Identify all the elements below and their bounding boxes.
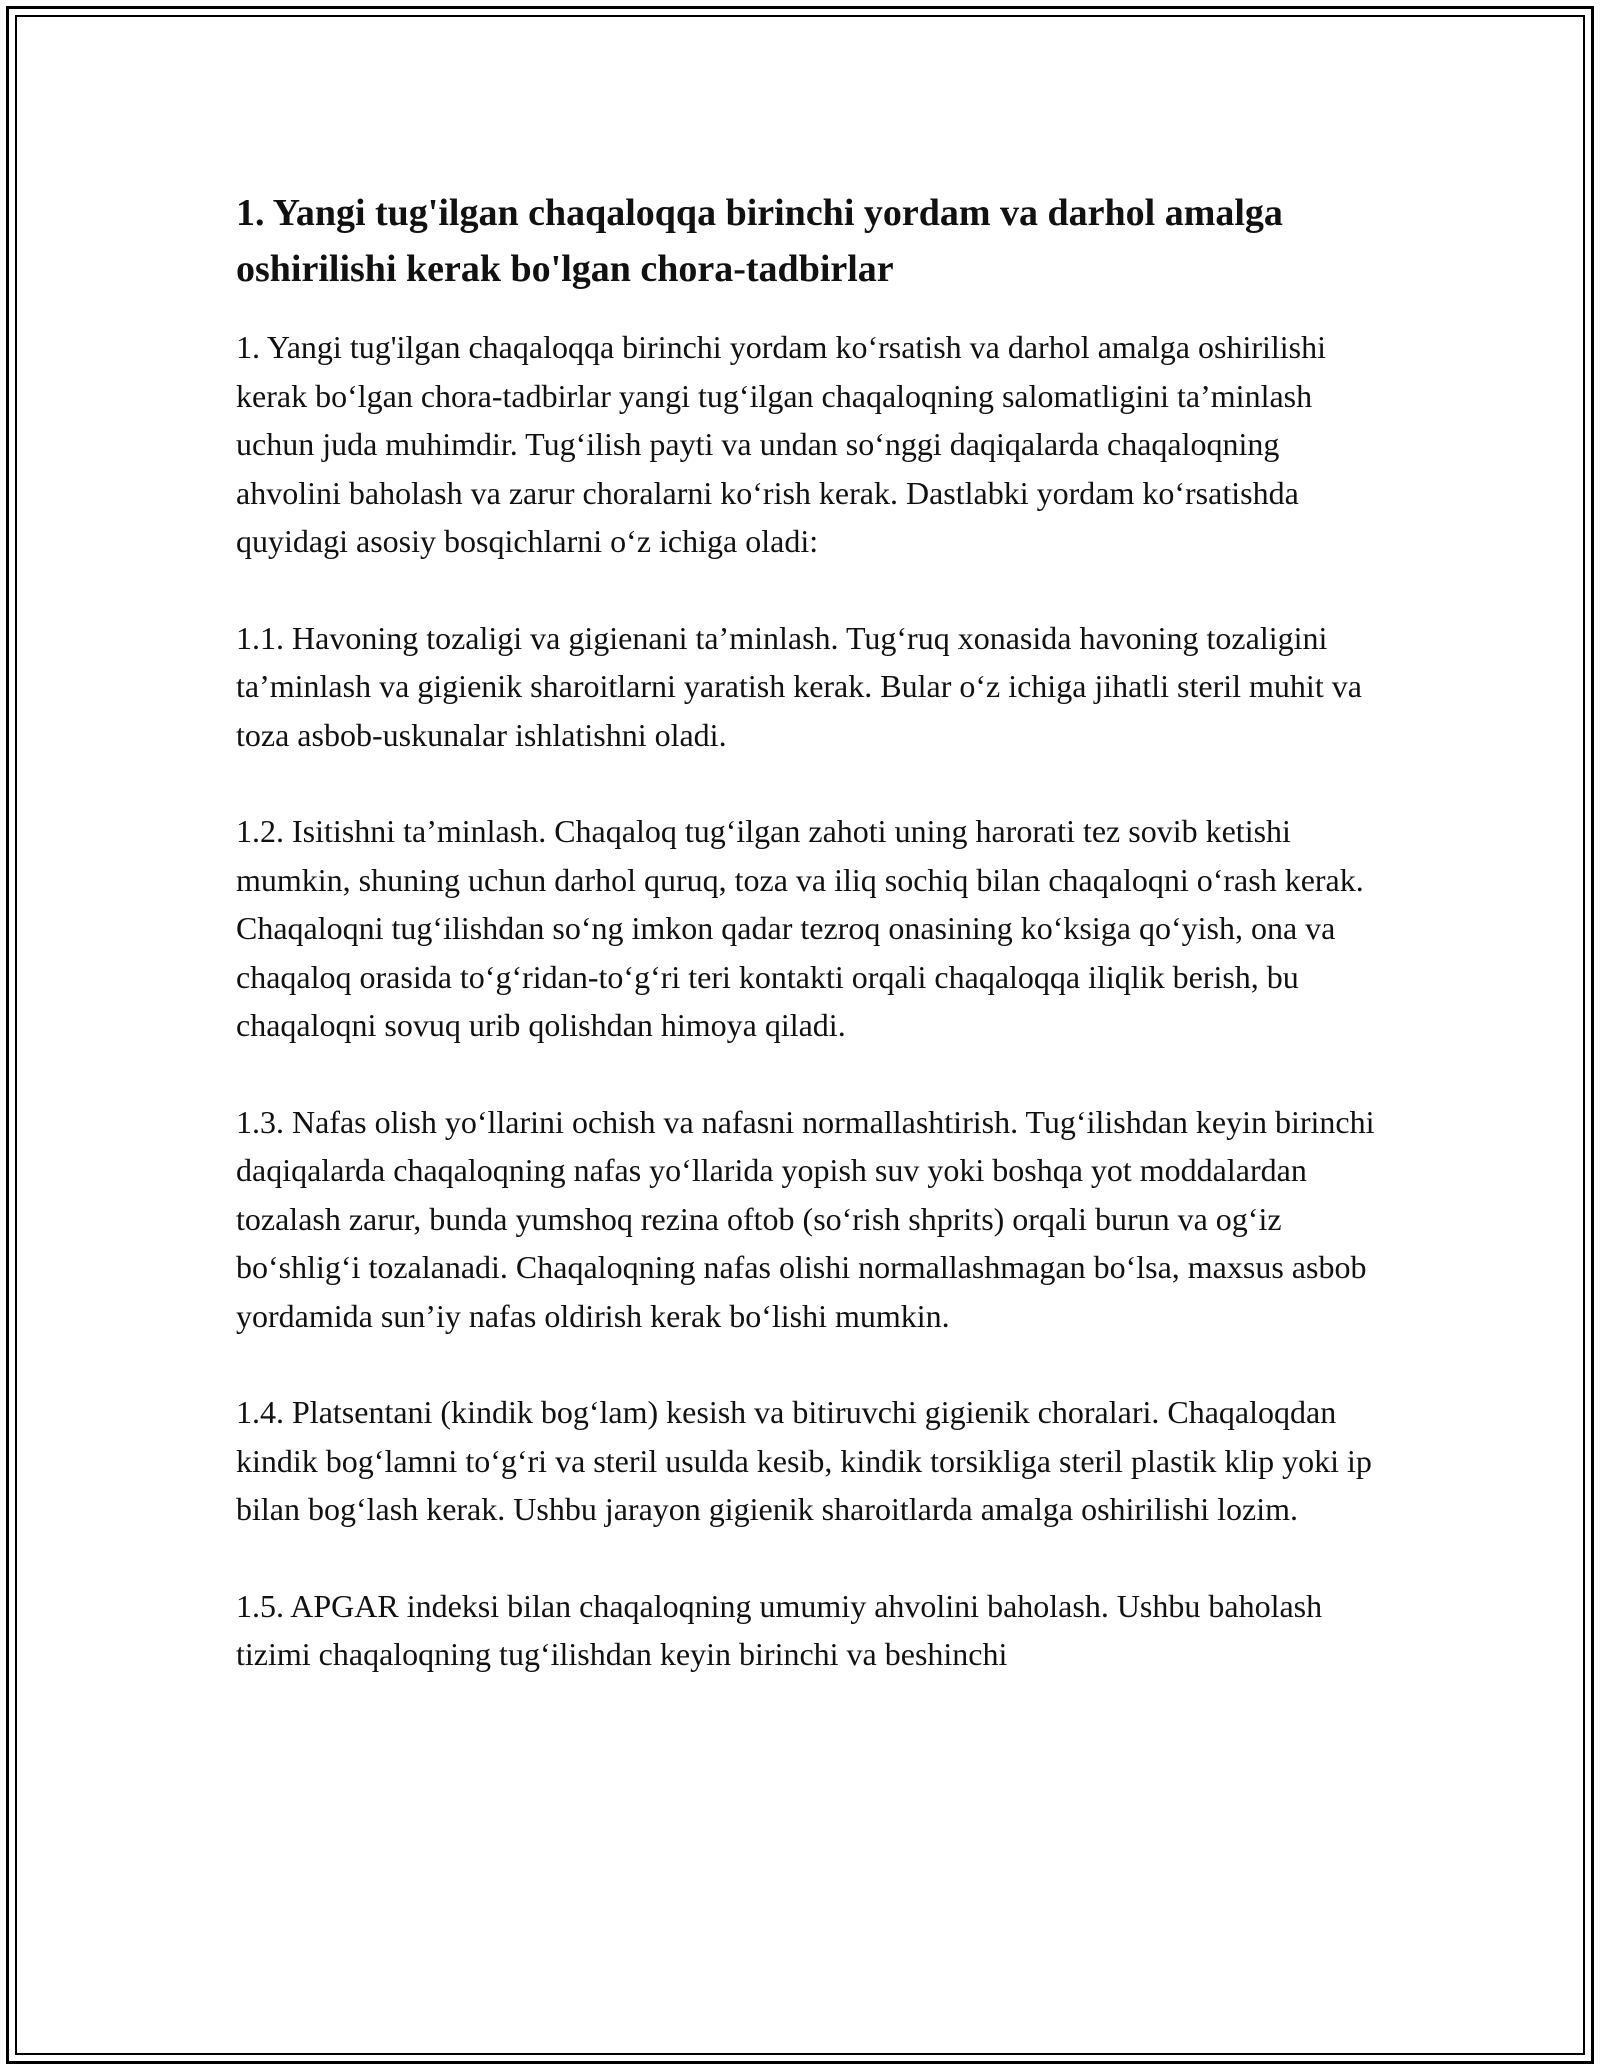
paragraph-intro: 1. Yangi tug'ilgan chaqaloqqa birinchi yordam koʻrsatish va darhol amalga oshirilishi kerak boʻlgan chora-tadbirlar yangi tugʻilgan chaqaloqning salomatligini ta’minlash uchun juda muhimdir. Tugʻilish payti va undan soʻnggi daqiqalarda chaqaloqning ahvolini baholash va zarur choralarni koʻrish kerak. Dastlabki yordam koʻrsatishda quyidagi asosiy bosqichlarni oʻz ichiga oladi: <box>236 329 1326 559</box>
paragraph-1-5: 1.5. APGAR indeksi bilan chaqaloqning umumiy ahvolini baholash. Ushbu baholash tizimi chaqaloqning tugʻilishdan keyin birinchi va beshinchi <box>236 1587 1323 1672</box>
document-body <box>236 185 1386 1727</box>
paragraph-1-2: 1.2. Isitishni ta’minlash. Chaqaloq tugʻilgan zahoti uning harorati tez sovib ketishi mumkin, shuning uchun darhol quruq, toza va iliq sochiq bilan chaqaloqni oʻrash kerak. Chaqaloqni tugʻilishdan soʻng imkon qadar tezroq onasining koʻksiga qoʻyish, ona va chaqaloq orasida toʻgʻridan-toʻgʻri teri kontakti orqali chaqaloqqa iliqlik berish, bu chaqaloqni sovuq urib qolishdan himoya qiladi. <box>236 813 1364 1043</box>
section-heading: 1. Yangi tug'ilgan chaqaloqqa birinchi yordam va darhol amalga oshirilishi kerak bo'lgan chora-tadbirlar <box>236 192 1283 290</box>
paragraph-1-1: 1.1. Havoning tozaligi va gigienani ta’minlash. Tugʻruq xonasida havoning tozaligini ta’minlash va gigienik sharoitlarni yaratish kerak. Bular oʻz ichiga jihatli steril muhit va toza asbob-uskunalar ishlatishni oladi. <box>236 619 1362 753</box>
paragraph-1-4: 1.4. Platsentani (kindik bogʻlam) kesish va bitiruvchi gigienik choralari. Chaqaloqdan kindik bogʻlamni toʻgʻri va steril usulda kesib, kindik torsikliga steril plastik klip yoki ip bilan bogʻlash kerak. Ushbu jarayon gigienik sharoitlarda amalga oshirilishi lozim. <box>236 1394 1372 1527</box>
paragraph-1-3: 1.3. Nafas olish yoʻllarini ochish va nafasni normallashtirish. Tugʻilishdan keyin birinchi daqiqalarda chaqaloqning nafas yoʻllarida yopish suv yoki boshqa yot moddalardan tozalash zarur, bunda yumshoq rezina oftob (soʻrish shprits) orqali burun va ogʻiz boʻshligʻi tozalanadi. Chaqaloqning nafas olishi normallashmagan boʻlsa, maxsus asbob yordamida sun’iy nafas oldirish kerak boʻlishi mumkin. <box>236 1103 1375 1334</box>
